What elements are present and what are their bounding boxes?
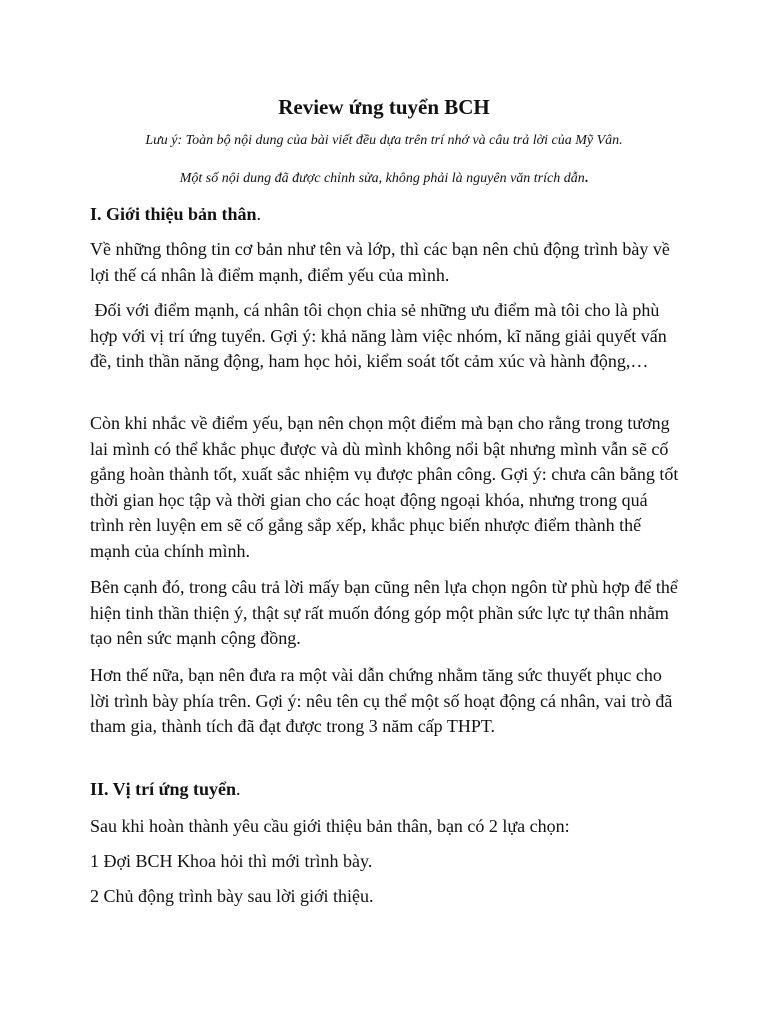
paragraph-3: Còn khi nhắc về điểm yếu, bạn nên chọn một điểm mà bạn cho rằng trong tương lai mình có thể khắc phục được và dù mình không nổi bật nhưng mình vẫn sẽ cố gắng hoàn thành tốt, xuất sắc nhiệm vụ được phân công. Gợi ý: chưa cân bằng tốt thời gian học tập và thời gian cho các hoạt động ngoại khóa, nhưng trong quá trình rèn luyện em sẽ cố gắng sắp xếp, khắc phục biến nhược điểm thành thế mạnh của chính mình. (90, 413, 679, 561)
section-2-heading (90, 777, 682, 803)
note-line-2-text: Một số nội dung đã được chỉnh sửa, không phải là nguyên văn trích dẫn (179, 171, 585, 186)
paragraph-1: Về những thông tin cơ bản như tên và lớp, thì các bạn nên chủ động trình bày về lợi thế cá nhân là điểm mạnh, điểm yếu của mình. (90, 239, 670, 285)
paragraph-5: Hơn thế nữa, bạn nên đưa ra một vài dẫn chứng nhằm tăng sức thuyết phục cho lời trình bày phía trên. Gợi ý: nêu tên cụ thể một số hoạt động cá nhân, vai trò đã tham gia, thành tích đã đạt được trong 3 năm cấp THPT. (90, 665, 673, 737)
section-2-heading-text: II. Vị trí ứng tuyển (90, 779, 236, 799)
document-title: Review ứng tuyển BCH (278, 95, 490, 119)
note-line-2 (0, 170, 768, 188)
section-1-heading-text: I. Giới thiệu bản thân (90, 204, 257, 224)
paragraph-2: Đối với điểm mạnh, cá nhân tôi chọn chia sẻ những ưu điểm mà tôi cho là phù hợp với vị trí ứng tuyển. Gợi ý: khả năng làm việc nhóm, kĩ năng giải quyết vấn đề, tinh thần năng động, ham học hỏi, kiểm soát tốt cảm xúc và hành động,… (90, 300, 672, 372)
section-1-heading-period: . (256, 204, 262, 224)
note-line-1: Lưu ý: Toàn bộ nội dung của bài viết đều dựa trên trí nhớ và câu trả lời của Mỹ Vân. (145, 133, 623, 148)
list-item-1: 1 Đợi BCH Khoa hỏi thì mới trình bày. (90, 851, 373, 871)
section-1-heading (90, 202, 682, 228)
section-2-heading-period: . (236, 779, 241, 799)
paragraph-6: Sau khi hoàn thành yêu cầu giới thiệu bản thân, bạn có 2 lựa chọn: (90, 816, 570, 836)
list-item-2: 2 Chủ động trình bày sau lời giới thiệu. (90, 886, 374, 906)
paragraph-4: Bên cạnh đó, trong câu trả lời mấy bạn cũng nên lựa chọn ngôn từ phù hợp để thể hiện tinh thần thiện ý, thật sự rất muốn đóng góp một phần sức lực tự thân nhằm tạo nên sức mạnh cộng đồng. (90, 577, 678, 649)
note-line-2-period: . (584, 171, 589, 186)
